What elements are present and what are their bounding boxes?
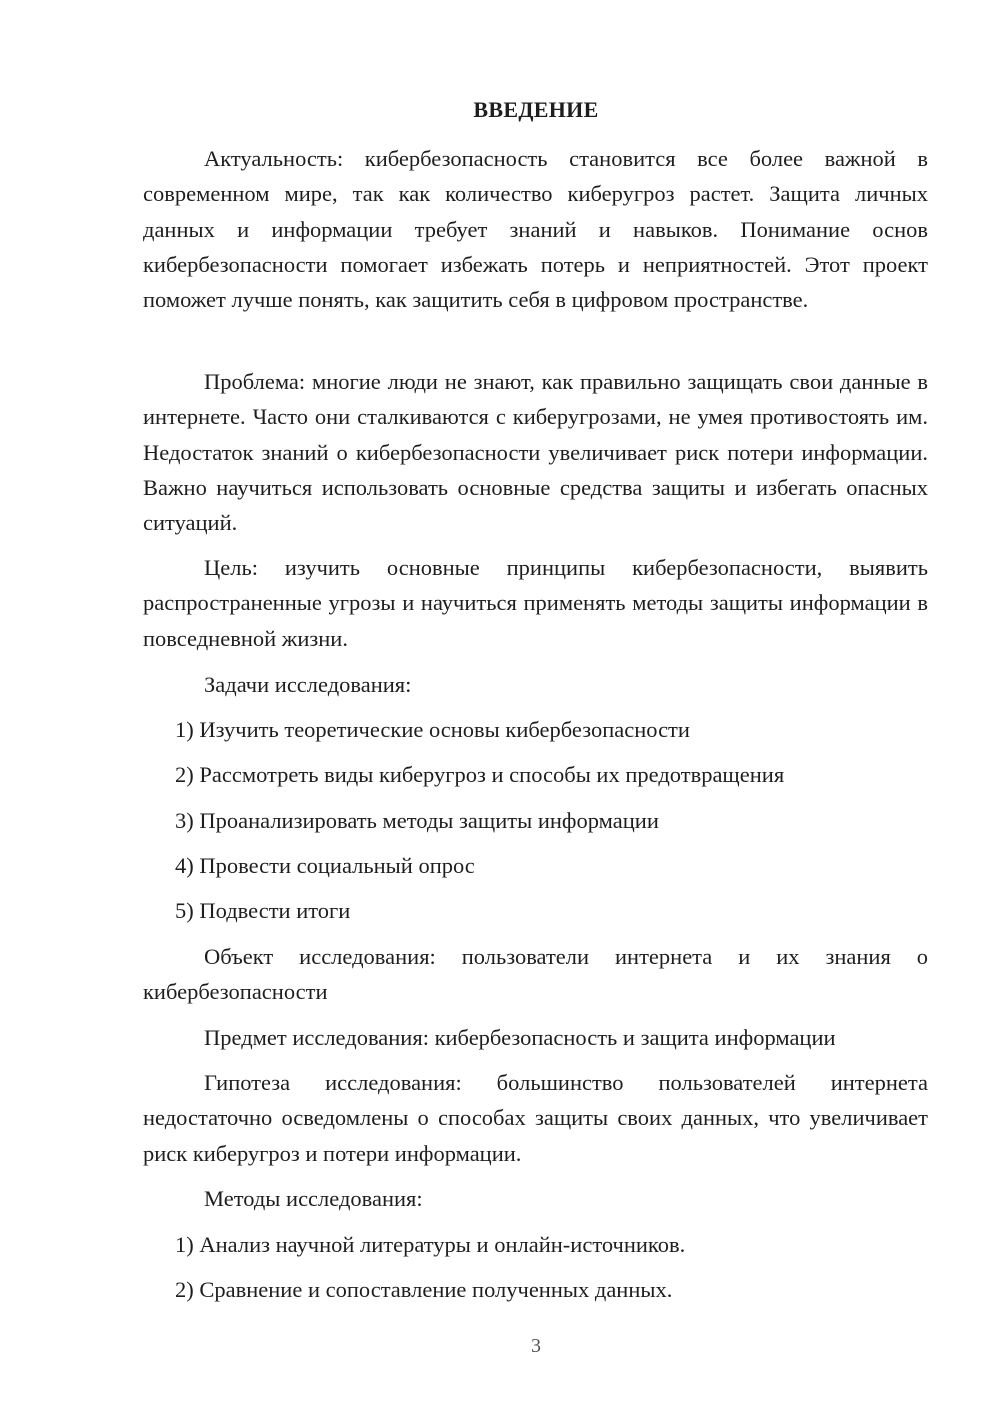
- paragraph-subject: Предмет исследования: кибербезопасность и защита информации: [204, 1025, 836, 1050]
- task-item-3: 3) Проанализировать методы защиты информации: [175, 808, 659, 833]
- method-item-1: 1) Анализ научной литературы и онлайн-источников.: [175, 1232, 686, 1257]
- paragraph-problem: Проблема: многие люди не знают, как правильно защищать свои данные в интернете. Часто они сталкиваются с киберугрозами, не умея противостоять им. Недостаток знаний о кибербезопасности увеличивает риск потери информации. Важно научиться использовать основные средства защиты и избегать опасных ситуаций.: [143, 369, 928, 536]
- paragraph-object: Объект исследования: пользователи интернета и их знания о кибербезопасности: [143, 944, 928, 1005]
- tasks-heading: Задачи исследования:: [204, 672, 412, 697]
- task-item-2: 2) Рассмотреть виды киберугроз и способы их предотвращения: [175, 762, 785, 787]
- method-item-2: 2) Сравнение и сопоставление полученных данных.: [175, 1277, 673, 1302]
- page-number: 3: [531, 1335, 541, 1357]
- task-item-4: 4) Провести социальный опрос: [175, 853, 475, 878]
- methods-heading: Методы исследования:: [204, 1186, 423, 1211]
- paragraph-relevance: Актуальность: кибербезопасность становится все более важной в современном мире, так как количество киберугроз растет. Защита личных данных и информации требует знаний и навыков. Понимание основ кибербезопасности помогает избежать потерь и неприятностей. Этот проект поможет лучше понять, как защитить себя в цифровом пространстве.: [143, 146, 928, 313]
- task-item-5: 5) Подвести итоги: [175, 898, 351, 923]
- page-title: ВВЕДЕНИЕ: [473, 97, 599, 122]
- task-item-1: 1) Изучить теоретические основы кибербезопасности: [175, 717, 690, 742]
- paragraph-hypothesis: Гипотеза исследования: большинство пользователей интернета недостаточно осведомлены о способах защиты своих данных, что увеличивает риск киберугроз и потери информации.: [143, 1070, 928, 1166]
- paragraph-goal: Цель: изучить основные принципы кибербезопасности, выявить распространенные угрозы и научиться применять методы защиты информации в повседневной жизни.: [143, 555, 928, 651]
